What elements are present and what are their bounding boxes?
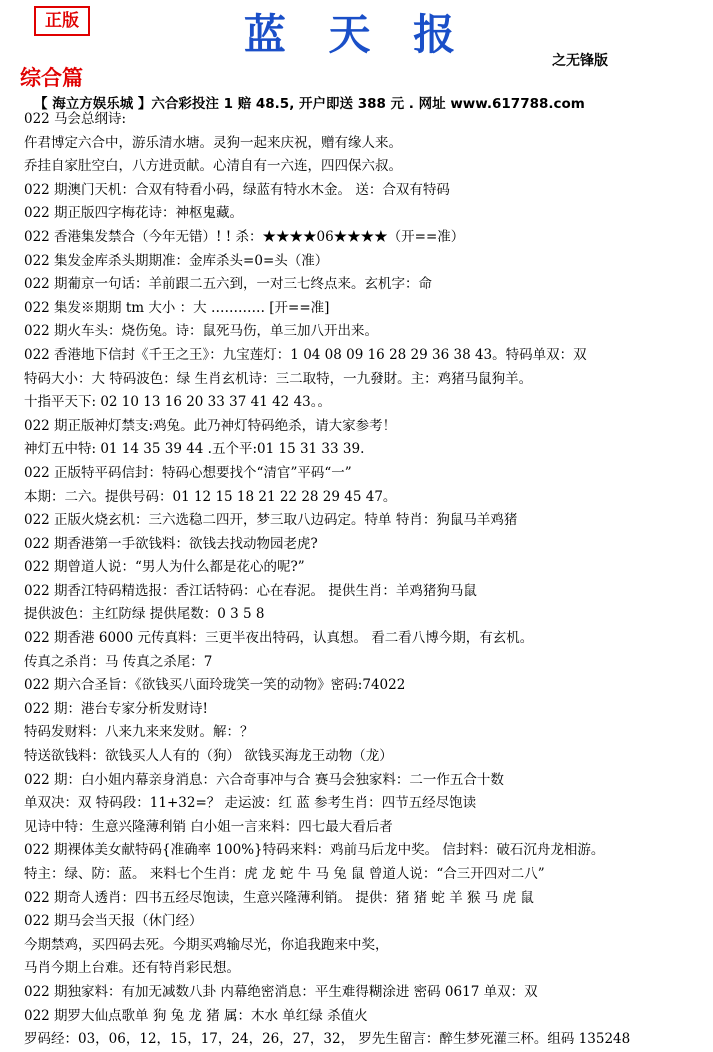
text-line: 特码大小：大 特码波色：绿 生肖玄机诗：三二取特，一九發財。主：鸡猪马鼠狗羊。 (24, 370, 533, 387)
text-line: 022 集发※期期 tm 大小 ：大 ………… [开==准] (24, 299, 330, 316)
text-line: 022 香港地下信封《千王之王》：九宝莲灯：1 04 08 09 16 28 29 36 38 43。特码单双：双 (24, 346, 587, 363)
section-heading: 综合篇 (20, 66, 83, 90)
text-line: 022 期：港台专家分析发财诗! (24, 700, 208, 717)
text-line: 022 期香港第一手欲钱料：欲钱去找动物园老虎? (24, 535, 318, 552)
text-line: 022 期六合圣旨：《欲钱买八面玲珑笑一笑的动物》密码:74022 (24, 677, 406, 694)
text-line: 022 期香港 6000 元传真料：三更半夜出特码，认真想。 看二看八博今期，有玄机。 (24, 630, 534, 647)
text-line: 022 期裸体美女献特码{准确率 100%}特码来料：鸡前马后龙中奖。 信封料：破石沉舟龙相游。 (24, 842, 605, 859)
text-line: 022 期：白小姐内幕亲身消息：六合奇事冲与合 赛马会独家料：二一作五合十数 (24, 771, 504, 788)
text-line: 022 期葡京一句话：羊前跟二五六到，一对三七终点来。玄机字：命 (24, 276, 433, 293)
page-title: 蓝 天 报 (243, 10, 470, 59)
text-line: 022 期香江特码精选报：香江话特码：心在春泥。 提供生肖：羊鸡猪狗马鼠 (24, 582, 477, 599)
text-line: 特送欲钱料：欲钱买人人有的（狗） 欲钱买海龙王动物（龙） (24, 748, 393, 765)
text-line: 022 正版火烧玄机：三六选稳二四开，梦三取八边码定。特单 特肖：狗鼠马羊鸡猪 (24, 512, 518, 529)
text-line: 022 期曾道人说：“男人为什么都是花心的呢?” (24, 559, 305, 576)
text-line: 提供波色：主红防绿 提供尾数：0 3 5 8 (24, 606, 265, 623)
text-line: 本期：二六。提供号码：01 12 15 18 21 22 28 29 45 47。 (24, 488, 397, 505)
text-line: 传真之杀肖：马 传真之杀尾：7 (24, 653, 213, 670)
text-line: 罗码经：03，06，12，15，17，24，26，27，32， 罗先生留言：醉生梦死灌三杯。组码 135248 (24, 1031, 631, 1048)
content-lines (24, 108, 704, 1052)
advert-line: 【 海立方娱乐城 】六合彩投注 1 赔 48.5, 开户即送 388 元 . 网址 www.617788.com (34, 96, 585, 112)
text-line: 022 期澳门天机：合双有特看小码，绿蓝有特水木金。 送：合双有特码 (24, 181, 450, 198)
text-line: 特码发财料：八来九来来发财。解：？ (24, 724, 254, 741)
text-line: 022 期马会当天报（休门经） (24, 913, 203, 930)
text-line: 特主：绿、防：蓝。 来料七个生肖：虎 龙 蛇 牛 马 兔 鼠 曾道人说：“合三开四对二八” (24, 866, 545, 882)
text-line: 022 期独家料：有加无减数八卦 内幕绝密消息：平生难得糊涂进 密码 0617 单双：双 (24, 983, 538, 1000)
text-line: 乔挂自家肚空白，八方进贡献。心清自有一六连，四四保六叔。 (24, 158, 402, 175)
text-line: 022 正版特平码信封：特码心想要找个“清官”平码“一” (24, 464, 352, 481)
text-line: 022 期罗大仙点歌单 狗 兔 龙 猪 属：木水 单红绿 杀值火 (24, 1007, 368, 1024)
text-line: 022 期正版神灯禁支:鸡兔。此乃神灯特码绝杀，请大家参考！ (24, 417, 397, 434)
text-line: 十指平天下: 02 10 13 16 20 33 37 41 42 43。。 (24, 394, 331, 411)
text-line: 单双决：双 特码段：11+32=？ 走运波：红 蓝 参考生肖：四节五经尽饱读 (24, 795, 477, 812)
text-line: 今期禁鸡，买四码去死。今期买鸡输尽光，你追我跑来中奖， (24, 936, 389, 953)
text-line: 022 期火车头：烧伤兔。诗：鼠死马伤，单三加八开出来。 (24, 323, 379, 340)
text-line: 马肖今期上台难。还有特肖彩民想。 (24, 960, 240, 977)
edition-badge: 正版 (34, 6, 90, 36)
text-line: 022 集发金库杀头期期准：金库杀头=0=头（准） (24, 252, 329, 269)
text-line: 022 期正版四字梅花诗：神枢鬼藏。 (24, 205, 244, 222)
text-line: 见诗中特：生意兴隆薄利销 白小姐一言来料：四七最大看后者 (24, 818, 393, 835)
edition-label: 之无锋版 (552, 53, 608, 69)
text-line: 神灯五中特: 01 14 35 39 44 .五个平:01 15 31 33 39. (24, 441, 365, 458)
text-line: 022 香港集发禁合（今年无错）! ! 杀：★★★★06★★★★（开==准） (24, 228, 465, 245)
text-line: 仵君博定六合中，游乐清水塘。灵狗一起来庆祝，赠有缘人来。 (24, 134, 402, 151)
text-line: 022 期奇人透肖：四书五经尽饱读，生意兴隆薄利销。 提供：猪 猪 蛇 羊 猴 马 虎 鼠 (24, 889, 534, 906)
text-line: 022 马会总纲诗: (24, 111, 127, 127)
